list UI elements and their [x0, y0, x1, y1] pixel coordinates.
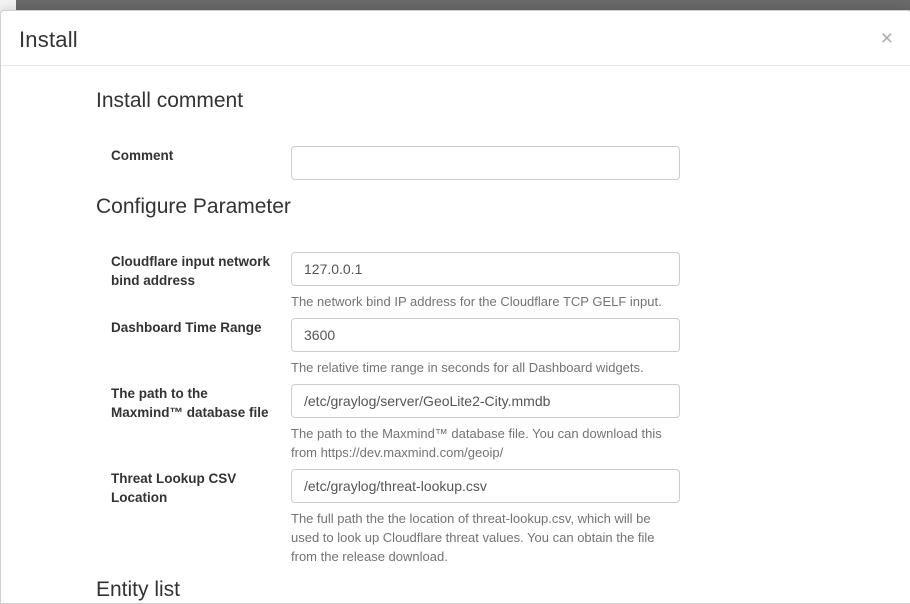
help-dashboard-time-range: The relative time range in seconds for all Dashboard widgets.	[291, 360, 644, 375]
modal-body	[1, 66, 910, 602]
label-threat-lookup-csv: Threat Lookup CSV Location	[111, 471, 237, 505]
threat-lookup-csv-input[interactable]	[291, 469, 680, 503]
modal-title: Install	[19, 27, 78, 52]
install-modal	[0, 10, 910, 604]
field-maxmind-db-path	[291, 384, 680, 462]
label-dashboard-time-range: Dashboard Time Range	[111, 320, 262, 335]
section-heading-configure-parameter: Configure Parameter	[96, 195, 291, 218]
help-cloudflare-bind-address: The network bind IP address for the Cloudflare TCP GELF input.	[291, 294, 662, 309]
close-icon[interactable]: ×	[880, 27, 893, 50]
field-dashboard-time-range	[291, 318, 680, 377]
modal-header	[1, 11, 910, 66]
field-threat-lookup-csv	[291, 469, 680, 566]
help-threat-lookup-csv: The full path the the location of threat-lookup.csv, which will be used to look up Cloudflare threat values. You can obtain the file from the release download.	[291, 511, 655, 564]
label-cloudflare-bind-address: Cloudflare input network bind address	[111, 254, 271, 288]
label-comment: Comment	[111, 148, 174, 163]
label-maxmind-db-path: The path to the Maxmind™ database file	[111, 386, 269, 420]
help-maxmind-db-path: The path to the Maxmind™ database file. You can download this from https://dev.maxmind.com/geoip/	[291, 426, 662, 460]
maxmind-db-path-input[interactable]	[291, 384, 680, 418]
cloudflare-bind-address-input[interactable]	[291, 252, 680, 286]
dashboard-time-range-input[interactable]	[291, 318, 680, 352]
field-comment	[291, 146, 680, 180]
comment-input[interactable]	[291, 146, 680, 180]
section-heading-install-comment: Install comment	[96, 89, 244, 112]
field-cloudflare-bind-address	[291, 252, 680, 311]
section-heading-entity-list: Entity list	[96, 578, 181, 601]
